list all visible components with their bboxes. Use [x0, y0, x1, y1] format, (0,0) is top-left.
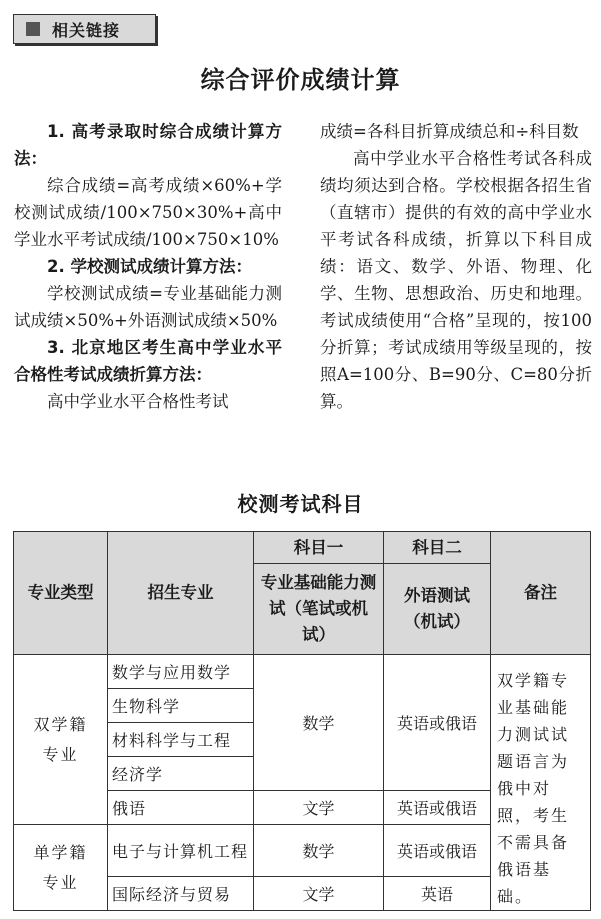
heading-1: 1. 高考录取时综合成绩计算方法： — [14, 122, 282, 168]
table-row-major: 电子与计算机工程 — [108, 825, 254, 877]
table-row-subject1: 文学 — [254, 877, 384, 911]
exam-subjects-table — [13, 531, 591, 911]
conversion-paragraph: 高中学业水平合格性考试各科成绩均须达到合格。学校根据各招生省（直辖市）提供的有效的高中学业水平考试各科成绩，折算以下科目成绩：语文、数学、外语、物理、化学、生物、思想政治、历史和地理。考试成绩使用“合格”呈现的，按100分折算；考试成绩用等级呈现的，按照A=100分、B=90分、C=80分折算。 — [320, 149, 592, 411]
header-subject1: 科目一 — [254, 532, 384, 564]
header-major: 招生专业 — [108, 532, 254, 655]
group-type-single: 单学籍专业 — [14, 825, 108, 911]
formula-3-end: 成绩=各科目折算成绩总和÷科目数 — [320, 122, 579, 141]
related-links-tag — [13, 14, 156, 44]
formula-2: 学校测试成绩=专业基础能力测试成绩×50%+外语测试成绩×50% — [14, 284, 282, 330]
table-row-subject2: 英语或俄语 — [384, 825, 491, 877]
formula-1: 综合成绩=高考成绩×60%+学校测试成绩/100×750×30%+高中学业水平考试成绩/100×750×10% — [14, 176, 282, 249]
group1-subject2: 英语或俄语 — [384, 655, 491, 791]
right-column — [320, 118, 592, 415]
table-row-subject1: 文学 — [254, 791, 384, 825]
table-row-major: 生物科学 — [108, 689, 254, 723]
table-row-subject2: 英语或俄语 — [384, 791, 491, 825]
table-row-major: 数学与应用数学 — [108, 655, 254, 689]
table-row-major: 国际经济与贸易 — [108, 877, 254, 911]
header-type: 专业类型 — [14, 532, 108, 655]
group-type-dual: 双学籍专业 — [14, 655, 108, 825]
header-note: 备注 — [491, 532, 591, 655]
table-title: 校测考试科目 — [237, 492, 364, 516]
page-title: 综合评价成绩计算 — [200, 65, 401, 94]
group1-subject1: 数学 — [254, 655, 384, 791]
square-icon — [26, 22, 40, 36]
table-row-major: 材料科学与工程 — [108, 723, 254, 757]
header-subject2: 科目二 — [384, 532, 491, 564]
heading-2: 2. 学校测试成绩计算方法： — [47, 257, 252, 276]
table-row-subject1: 数学 — [254, 825, 384, 877]
formula-3-start: 高中学业水平合格性考试 — [47, 392, 229, 411]
table-row-subject2: 英语 — [384, 877, 491, 911]
left-column — [14, 118, 282, 415]
related-links-label: 相关链接 — [52, 20, 121, 40]
table-row-major: 俄语 — [108, 791, 254, 825]
header-subject2-detail: 外语测试（机试） — [384, 564, 491, 655]
table-note: 双学籍专业基础能力测试试题语言为俄中对照，考生不需具备俄语基础。 — [491, 655, 591, 911]
heading-3: 3. 北京地区考生高中学业水平合格性考试成绩折算方法： — [14, 338, 282, 384]
table-row-major: 经济学 — [108, 757, 254, 791]
header-subject1-detail: 专业基础能力测试（笔试或机试） — [254, 564, 384, 655]
